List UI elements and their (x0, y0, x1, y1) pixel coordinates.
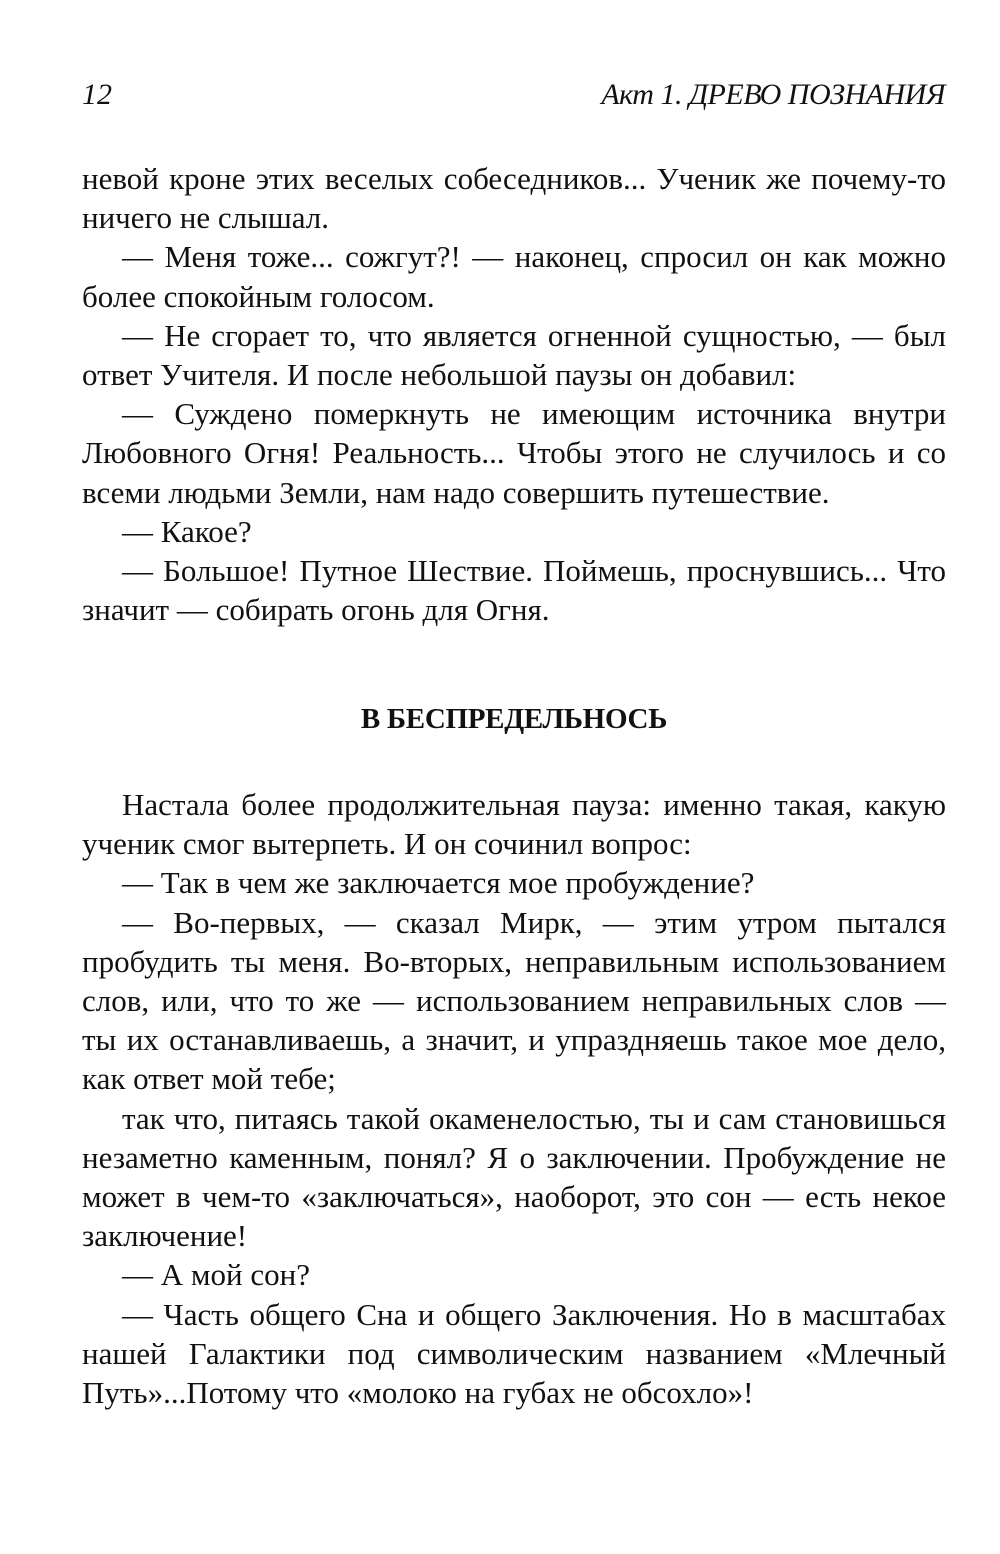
text-block-before-heading (82, 159, 946, 629)
paragraph: — Не сгорает то, что является огненной сущностью, — был ответ Учителя. И после небольшой паузы он добавил: (82, 317, 946, 393)
paragraph: — Меня тоже... сожгут?! — наконец, спросил он как можно более спокойным голосом. (82, 239, 946, 314)
paragraph: — Большое! Путное Шествие. Поймешь, проснувшись... Что значит — собирать огонь для Огня. (82, 553, 946, 628)
paragraph: — Так в чем же заключается мое пробуждение? (122, 865, 755, 901)
paragraph: невой кроне этих веселых собеседников... Ученик же почему-то ничего не слышал. (82, 161, 946, 236)
paragraph: — Часть общего Сна и общего Заключения. Но в масштабах нашей Галактики под символическим названием «Млечный Путь»...Потому что «молоко на губах не обсохло»! (82, 1296, 946, 1411)
paragraph: — Во-первых, — сказал Мирк, — этим утром пытался пробудить ты меня. Во-вторых, неправильным использованием слов, или, что то же — использованием неправильных слов — ты их останавливаешь, а значит, и упраздняешь такое мое дело, как ответ мой тебе; (82, 904, 946, 1097)
paragraph: — Какое? (122, 513, 252, 549)
paragraph: — А мой сон? (122, 1257, 310, 1293)
page-header (82, 78, 945, 118)
running-title: Акт 1. ДРЕВО ПОЗНАНИЯ (601, 78, 945, 111)
paragraph: Настала более продолжительная пауза: именно такая, какую ученик смог вытерпеть. И он сочинил вопрос: (82, 787, 946, 862)
section-heading: В БЕСПРЕДЕЛЬНОСЬ (360, 703, 668, 735)
paragraph: так что, питаясь такой окаменелостью, ты и сам становишься незаметно каменным, понял? Я о заключении. Пробуждение не может в чем-то «заключаться», наоборот, это сон — есть некое заключение! (82, 1100, 946, 1254)
paragraph: — Суждено померкнуть не имеющим источника внутри Любовного Огня! Реальность... Чтобы этого не случилось и со всеми людьми Земли, нам надо совершить путешествие. (82, 396, 946, 510)
page-number: 12 (82, 78, 112, 111)
text-block-after-heading (82, 785, 946, 1412)
